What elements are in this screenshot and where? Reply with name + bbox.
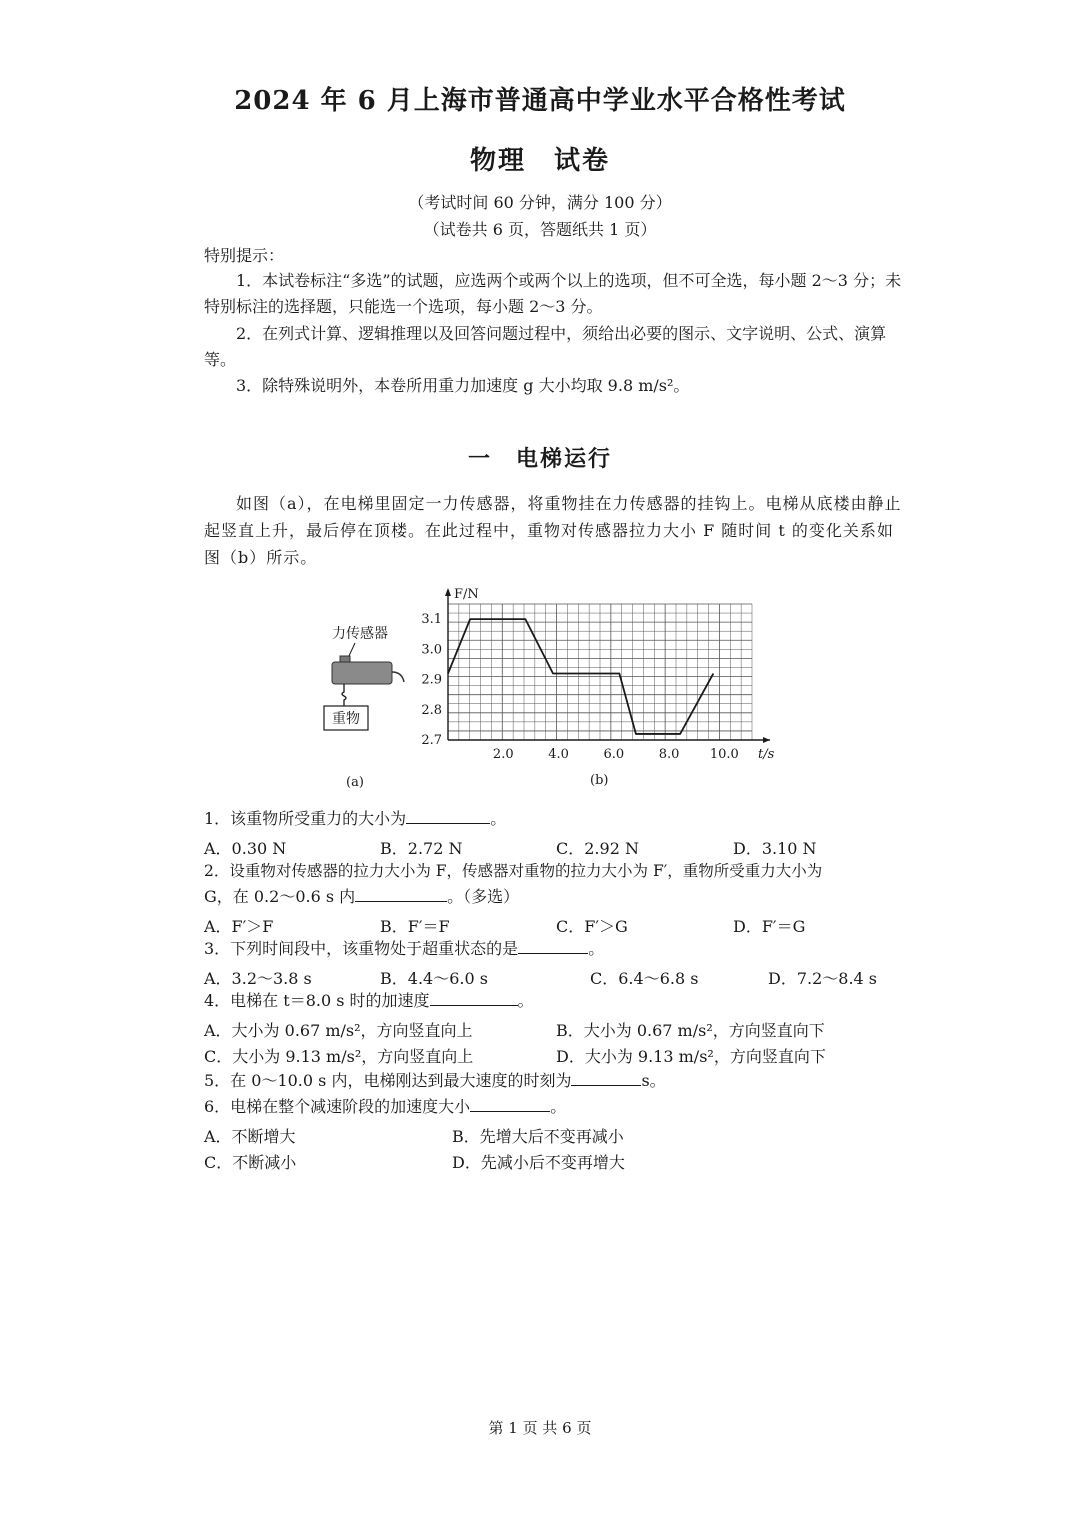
q1-option-b[interactable]: B．2.72 N xyxy=(380,839,463,858)
question-2-suffix: 。（多选） xyxy=(447,887,520,906)
answer-blank-3[interactable] xyxy=(518,937,588,954)
chart-axes xyxy=(445,588,770,743)
answer-blank-5[interactable] xyxy=(571,1069,641,1086)
question-1-suffix: 。 xyxy=(490,809,507,828)
x-tick-label: 10.0 xyxy=(709,747,739,762)
q6-option-d[interactable]: D．先减小后不变再增大 xyxy=(452,1153,625,1172)
x-tick-label: 4.0 xyxy=(548,747,569,762)
question-4 xyxy=(204,988,904,1014)
question-2-line-1: 2．设重物对传感器的拉力大小为 F，传感器对重物的拉力大小为 F′，重物所受重力大小为 xyxy=(204,862,823,880)
question-6-text: 6．电梯在整个减速阶段的加速度大小 xyxy=(204,1097,471,1116)
answer-blank-1[interactable] xyxy=(406,807,490,824)
question-5-suffix: s。 xyxy=(641,1071,666,1090)
q3-option-d[interactable]: D．7.2～8.4 s xyxy=(768,969,878,988)
hook-icon xyxy=(342,684,346,706)
question-6-suffix: 。 xyxy=(550,1097,567,1116)
y-tick-label: 2.9 xyxy=(421,672,442,688)
exam-subtitle: 物理 试卷 xyxy=(469,146,610,176)
q2-option-d[interactable]: D．F′＝G xyxy=(733,917,806,936)
question-4-suffix: 。 xyxy=(517,991,534,1010)
figure-b-caption: (b) xyxy=(590,773,609,788)
page-footer: 第 1 页 共 6 页 xyxy=(488,1419,592,1437)
q3-option-c[interactable]: C．6.4～6.8 s xyxy=(590,969,699,988)
q4-option-b[interactable]: B．大小为 0.67 m/s²，方向竖直向下 xyxy=(556,1021,825,1040)
question-1-text: 1．该重物所受重力的大小为 xyxy=(204,809,407,828)
question-2-text: G，在 0.2～0.6 s 内 xyxy=(204,887,356,906)
question-4-text: 4．电梯在 t＝8.0 s 时的加速度 xyxy=(204,991,430,1010)
q6-option-a[interactable]: A．不断增大 xyxy=(204,1127,296,1146)
answer-blank-2[interactable] xyxy=(355,885,447,902)
q2-option-a[interactable]: A．F′＞F xyxy=(204,917,274,936)
x-tick-label: 8.0 xyxy=(658,747,680,762)
q1-option-c[interactable]: C．2.92 N xyxy=(556,839,639,858)
exam-title: 2024 年 6 月上海市普通高中学业水平合格性考试 xyxy=(234,86,846,116)
x-tick-label: 2.0 xyxy=(492,747,514,762)
y-tick-label: 3.1 xyxy=(421,612,442,628)
q1-option-d[interactable]: D．3.10 N xyxy=(733,839,817,858)
q4-option-a[interactable]: A．大小为 0.67 m/s²，方向竖直向上 xyxy=(204,1021,473,1040)
q1-option-a[interactable]: A．0.30 N xyxy=(204,839,287,858)
y-tick-label: 2.8 xyxy=(421,702,442,718)
chart-grid xyxy=(448,604,752,740)
figure-a-sensor-diagram xyxy=(300,610,420,790)
sensor-label: 力传感器 xyxy=(332,626,388,642)
y-axis-arrow xyxy=(445,588,451,596)
y-axis-label: F/N xyxy=(454,587,479,602)
section-intro: 如图（a），在电梯里固定一力传感器，将重物挂在力传感器的挂钩上。电梯从底楼由静止起竖直上升，最后停在顶楼。在此过程中，重物对传感器拉力大小 F 随时间 t 的变化关系如图（b）所示。 xyxy=(204,494,902,567)
question-5 xyxy=(204,1068,904,1094)
question-3 xyxy=(204,936,904,962)
q6-option-c[interactable]: C．不断减小 xyxy=(204,1153,297,1172)
section-title: 一 电梯运行 xyxy=(467,446,612,472)
y-tick-label: 3.0 xyxy=(421,642,442,658)
time-info: （考试时间 60 分钟，满分 100 分） xyxy=(408,193,672,212)
notice-item-2: 2．在列式计算、逻辑推理以及回答问题过程中，须给出必要的图示、文字说明、公式、演算等。 xyxy=(204,324,887,369)
q3-option-b[interactable]: B．4.4～6.0 s xyxy=(380,969,488,988)
q3-option-a[interactable]: A．3.2～3.8 s xyxy=(204,969,312,988)
sensor-cable xyxy=(392,672,404,682)
answer-blank-6[interactable] xyxy=(470,1095,550,1112)
answer-blank-4[interactable] xyxy=(430,989,518,1006)
question-5-text: 5．在 0～10.0 s 内，电梯刚达到最大速度的时刻为 xyxy=(204,1071,572,1090)
pages-info: （试卷共 6 页，答题纸共 1 页） xyxy=(423,220,657,239)
weight-label: 重物 xyxy=(332,711,360,727)
y-tick-label: 2.7 xyxy=(421,733,442,748)
q6-option-b[interactable]: B．先增大后不变再减小 xyxy=(452,1127,624,1146)
notice-title: 特别提示： xyxy=(204,246,285,265)
q2-option-b[interactable]: B．F′＝F xyxy=(380,917,450,936)
question-6 xyxy=(204,1094,904,1120)
q2-option-c[interactable]: C．F′＞G xyxy=(556,917,628,936)
x-tick-label: 6.0 xyxy=(603,747,625,762)
question-2-line-2 xyxy=(204,884,904,910)
x-axis-arrow xyxy=(763,737,770,743)
force-sensor-body xyxy=(332,662,392,684)
question-3-text: 3．下列时间段中，该重物处于超重状态的是 xyxy=(204,939,519,958)
figure-a-caption: (a) xyxy=(346,775,364,790)
question-3-suffix: 。 xyxy=(588,939,605,958)
question-1 xyxy=(204,806,904,832)
notice-item-1: 1．本试卷标注“多选”的试题，应选两个或两个以上的选项，但不可全选，每小题 2～3 分；未特别标注的选择题，只能选一个选项，每小题 2～3 分。 xyxy=(204,271,902,316)
figure-b-force-time-chart xyxy=(412,582,782,792)
notice-item-3: 3．除特殊说明外，本卷所用重力加速度 g 大小均取 9.8 m/s²。 xyxy=(236,376,690,395)
q4-option-c[interactable]: C．大小为 9.13 m/s²，方向竖直向上 xyxy=(204,1047,474,1066)
x-axis-label: t/s xyxy=(758,747,775,762)
q4-option-d[interactable]: D．大小为 9.13 m/s²，方向竖直向下 xyxy=(556,1047,826,1066)
